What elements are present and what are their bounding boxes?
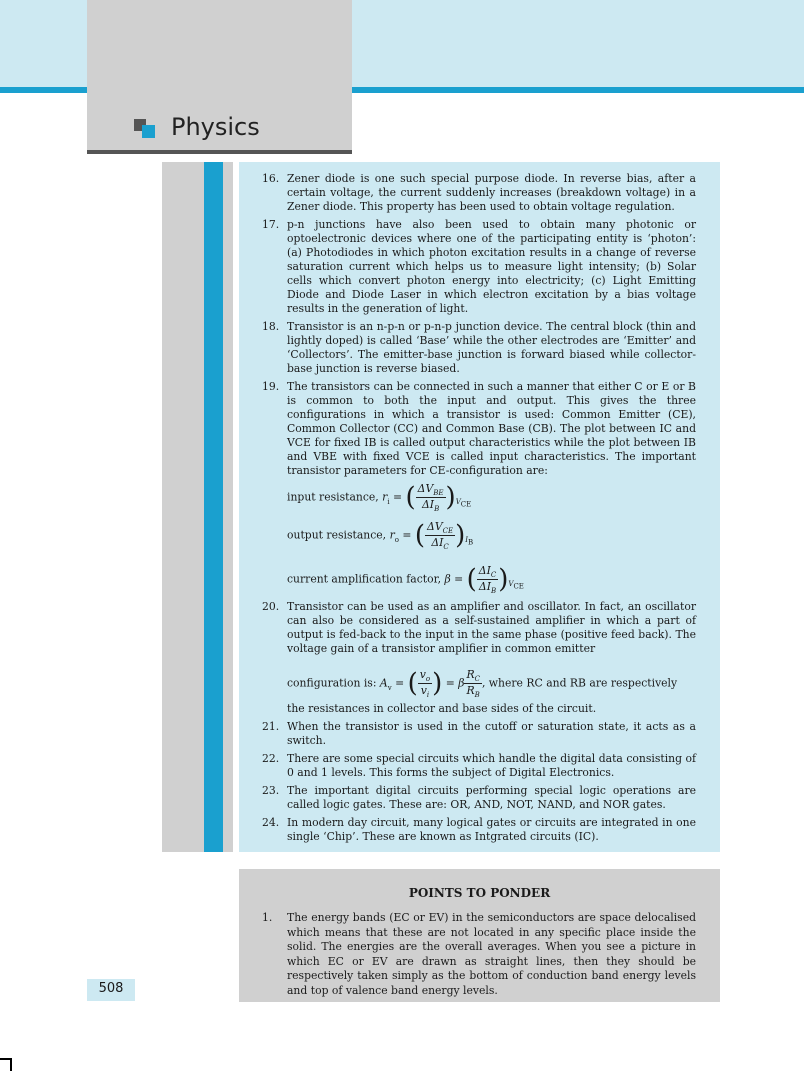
formula-label: current amplification factor,: [287, 572, 442, 586]
item-number: 22.: [262, 752, 280, 765]
item-text: p-n junctions have also been used to obtain many photonic or optoelectronic devices where one of the participating entity is ‘photon’: (a) Photodiodes in which photon excitation results in a change of reverse saturation current which helps us to measure light intensity; (b) Solar cells which convert photon energy into electricity; (c) Light Emitting Diode and Diode Laser in which electron excitation by a bias voltage results in the generation of light.: [287, 218, 696, 315]
item-number: 19.: [262, 380, 280, 393]
current-amplification-formula: current amplification factor, β = ( $\frac{\Delta I_C}{\Delta I_B}$ )$_{V_{CE}}$: [287, 564, 524, 596]
formula-label: output resistance,: [287, 528, 387, 542]
formula-tail: , where RC and RB are respectively: [481, 676, 678, 690]
item-number: 24.: [262, 816, 280, 829]
list-item: [262, 752, 696, 780]
ponder-item: [262, 911, 696, 999]
logo-square-blue: [142, 125, 155, 138]
item-number: 18.: [262, 320, 280, 333]
list-item: [262, 720, 696, 748]
formula-continuation: the resistances in collector and base sides of the circuit.: [287, 702, 597, 715]
list-item: [262, 816, 696, 844]
item-text: Transistor can be used as an amplifier and oscillator. In fact, an oscillator can also be considered as a self-sustained amplifier in which a part of output is fed-back to the input in the same phase (positive feed back). The voltage gain of a transistor amplifier in common emitter: [287, 600, 696, 655]
summary-accent-bar: [204, 162, 223, 852]
output-resistance-formula: output resistance, $r_o$ = ( $\frac{\Delta V_{CE}}{\Delta I_C}$ )$_{I_B}$: [287, 520, 474, 552]
list-item: [262, 380, 696, 478]
item-text: In modern day circuit, many logical gates or circuits are integrated in one single ‘Chip’. These are known as Intgrated circuits (IC).: [287, 816, 696, 843]
formula-label: configuration is:: [287, 676, 377, 690]
margin-strip: [162, 162, 204, 852]
item-text: The important digital circuits performing special logic operations are called logic gates. These are: OR, AND, NOT, NAND, and NOR gates.: [287, 784, 696, 811]
input-resistance-formula: input resistance, $r_i$ = ( $\frac{\Delta V_{BE}}{\Delta I_B}$ )$_{V_{CE}}$: [287, 482, 472, 514]
list-item: [262, 218, 696, 316]
summary-divider: [223, 162, 233, 852]
list-item: [262, 600, 696, 656]
item-text: Zener diode is one such special purpose diode. In reverse bias, after a certain voltage, the current suddenly increases (breakdown voltage) in a Zener diode. This property has been used to obtain voltage regulation.: [287, 172, 696, 213]
item-text: When the transistor is used in the cutoff or saturation state, it acts as a switch.: [287, 720, 696, 747]
item-text: The transistors can be connected in such a manner that either C or E or B is common to both the input and output. This gives the three configurations in which a transistor is used: Common Emitter (CE), Common Collector (CC) and Common Base (CB). The plot between IC and VCE for fixed IB is called output characteristics while the plot between IB and VBE with fixed VCE is called input characteristics. The important transistor parameters for CE-configuration are:: [287, 380, 696, 477]
item-number: 16.: [262, 172, 280, 185]
chapter-tab-underline: [87, 150, 352, 154]
item-number: 23.: [262, 784, 280, 797]
list-item: [262, 172, 696, 214]
crop-mark-bottom-left: [10, 1058, 12, 1071]
item-text: There are some special circuits which handle the digital data consisting of 0 and 1 levels. This forms the subject of Digital Electronics.: [287, 752, 696, 779]
points-to-ponder-title: POINTS TO PONDER: [408, 886, 551, 900]
formula-label: input resistance,: [287, 490, 379, 504]
item-number: 17.: [262, 218, 280, 231]
page-number: 508: [98, 981, 124, 996]
item-text: Transistor is an n-p-n or p-n-p junction device. The central block (thin and lightly doped) is called ‘Base’ while the other electrodes are ‘Emitter’ and ‘Collectors’. The emitter-base junction is forward biased while collector-base junction is reverse biased.: [287, 320, 696, 375]
chapter-title: Physics: [171, 113, 260, 141]
list-item: [262, 320, 696, 376]
voltage-gain-formula: configuration is: $A_v$ = ( $\frac{v_o}{v_i}$ ) = β $\frac{R_C}{R_B}$ , where RC and RB are respectively: [287, 668, 678, 700]
list-item: [262, 784, 696, 812]
item-number: 20.: [262, 600, 280, 613]
item-text: The energy bands (EC or EV) in the semiconductors are space delocalised which means that these are not located in any specific place inside the solid. The energies are the overall averages. When you see a picture in which EC or EV are drawn as straight lines, then they should be respectively taken simply as the bottom of conduction band energy levels and top of valence band energy levels.: [287, 911, 696, 997]
item-number: 21.: [262, 720, 280, 733]
item-number: 1.: [262, 911, 273, 924]
